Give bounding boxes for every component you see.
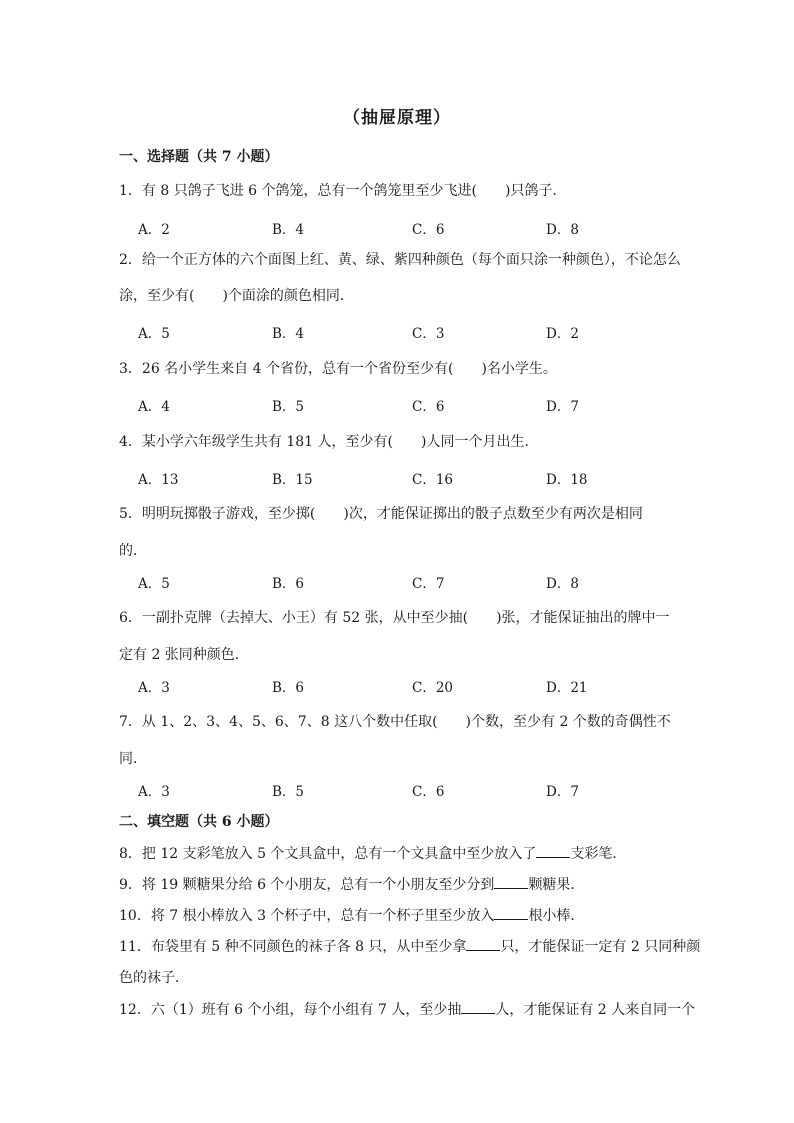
option-b: B．5: [272, 784, 305, 800]
option-c: C．7: [412, 576, 445, 592]
question-8-prefix: 8．把 12 支彩笔放入 5 个文具盒中，总有一个文具盒中至少放入了: [119, 846, 537, 862]
question-7-text-line2: 同．: [119, 751, 147, 767]
question-4-text: 4．某小学六年级学生共有 181 人，至少有( )人同一个月出生．: [119, 434, 539, 450]
question-6-text-line1: 6．一副扑克牌（去掉大、小王）有 52 张，从中至少抽( )张，才能保证抽出的牌中一: [119, 610, 670, 626]
answer-blank[interactable]: [494, 875, 528, 889]
question-2-text-line2: 涂，至少有( )个面涂的颜色相同．: [119, 288, 354, 304]
option-a: A．5: [138, 326, 170, 342]
question-8-text: [119, 843, 626, 863]
question-9-prefix: 9．将 19 颗糖果分给 6 个小朋友，总有一个小朋友至少分到: [119, 877, 495, 893]
question-10-suffix: 根小棒．: [528, 908, 585, 924]
question-6-options: [138, 676, 698, 696]
option-b: B．5: [272, 399, 305, 415]
option-a: A．5: [138, 576, 170, 592]
option-a: A．13: [138, 472, 179, 488]
question-10-text: [119, 905, 584, 925]
question-12-text: [119, 999, 695, 1019]
question-4-options: [138, 468, 698, 488]
option-b: B．4: [272, 222, 305, 238]
answer-blank[interactable]: [536, 844, 570, 858]
question-8-suffix: 支彩笔．: [570, 846, 627, 862]
question-2-text-line1: 2．给一个正方体的六个面图上红、黄、绿、紫四种颜色（每个面只涂一种颜色），不论怎么: [119, 252, 681, 268]
question-3-options: [138, 395, 698, 415]
question-11-text-line2: 色的袜子．: [119, 970, 189, 986]
option-a: A．2: [138, 222, 170, 238]
question-3-text: 3．26 名小学生来自 4 个省份，总有一个省份至少有( )名小学生。: [119, 361, 557, 377]
option-b: B．4: [272, 326, 305, 342]
question-11-prefix: 11．布袋里有 5 种不同颜色的袜子各 8 只，从中至少拿: [119, 939, 467, 955]
question-11-text-line1: [119, 936, 700, 956]
question-1-options: [138, 218, 698, 238]
answer-blank[interactable]: [466, 937, 500, 951]
question-5-text-line1: 5．明明玩掷骰子游戏，至少掷( )次，才能保证掷出的骰子点数至少有两次是相同: [119, 506, 643, 522]
question-9-suffix: 颗糖果．: [528, 877, 585, 893]
option-b: B．15: [272, 472, 313, 488]
question-5-options: [138, 572, 698, 592]
option-d: D．2: [546, 326, 579, 342]
option-d: D．8: [546, 576, 579, 592]
option-d: D．18: [546, 472, 588, 488]
option-a: A．3: [138, 680, 170, 696]
question-6-text-line2: 定有 2 张同种颜色．: [119, 647, 249, 663]
question-11-suffix: 只，才能保证一定有 2 只同种颜: [500, 939, 701, 955]
answer-blank[interactable]: [494, 906, 528, 920]
question-1-text: 1．有 8 只鸽子飞进 6 个鸽笼，总有一个鸽笼里至少飞进( )只鸽子．: [119, 183, 567, 199]
question-2-options: [138, 322, 698, 342]
page-title: （抽屉原理）: [343, 108, 451, 128]
option-c: C．6: [412, 222, 445, 238]
question-5-text-line2: 的．: [119, 543, 147, 559]
option-a: A．4: [138, 399, 170, 415]
question-12-prefix: 12．六（1）班有 6 个小组，每个小组有 7 人，至少抽: [119, 1002, 462, 1018]
option-d: D．8: [546, 222, 579, 238]
option-c: C．6: [412, 784, 445, 800]
section-heading-multiple-choice: 一、选择题（共 7 小题）: [119, 149, 279, 165]
option-c: C．20: [412, 680, 454, 696]
section-heading-fill-in: 二、填空题（共 6 小题）: [119, 814, 279, 830]
question-7-options: [138, 780, 698, 800]
option-c: C．16: [412, 472, 454, 488]
option-b: B．6: [272, 680, 305, 696]
option-c: C．6: [412, 399, 445, 415]
question-9-text: [119, 874, 584, 894]
option-c: C．3: [412, 326, 445, 342]
option-d: D．21: [546, 680, 588, 696]
question-7-text-line1: 7．从 1、2、3、4、5、6、7、8 这八个数中任取( )个数，至少有 2 个数的奇偶性不: [119, 714, 671, 730]
answer-blank[interactable]: [461, 1000, 495, 1014]
question-10-prefix: 10．将 7 根小棒放入 3 个杯子中，总有一个杯子里至少放入: [119, 908, 495, 924]
option-d: D．7: [546, 399, 579, 415]
option-a: A．3: [138, 784, 170, 800]
option-b: B．6: [272, 576, 305, 592]
option-d: D．7: [546, 784, 579, 800]
question-12-suffix: 人，才能保证有 2 人来自同一个: [495, 1002, 696, 1018]
